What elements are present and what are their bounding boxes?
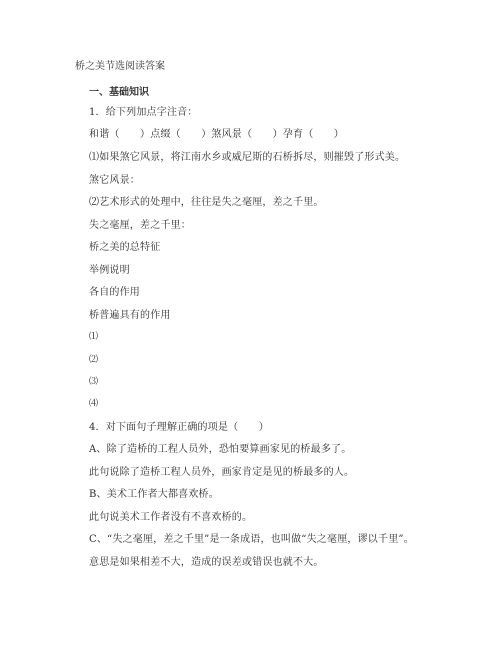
question-1: 1．给下列加点字注音： xyxy=(89,107,198,118)
sentence-2: ⑵艺术形式的处理中，往往是失之毫厘，差之千里。 xyxy=(89,197,324,208)
list-marker: ⑵ xyxy=(89,355,99,365)
text-line: 各自的作用 xyxy=(89,287,140,298)
pinyin-items: 和谐（ ）点缀（ ）煞风景（ ）孕育（ ） xyxy=(89,129,344,140)
list-marker: ⑴ xyxy=(89,332,99,342)
text-line: 举例说明 xyxy=(89,265,130,276)
option-b: B、美术工作者大都喜欢桥。 xyxy=(89,489,219,500)
text-line: 桥普遍具有的作用 xyxy=(89,310,171,321)
option-b-explanation: 此句说美术工作者没有不喜欢桥的。 xyxy=(89,512,253,523)
list-marker: ⑶ xyxy=(89,377,99,387)
term-2: 失之毫厘，差之千里： xyxy=(89,220,191,231)
document-title: 桥之美节选阅读答案 xyxy=(75,61,165,72)
text-line: 桥之美的总特征 xyxy=(89,242,161,253)
question-4: 4．对下面句子理解正确的项是（ ） xyxy=(89,422,269,433)
section-heading: 一、基础知识 xyxy=(89,87,149,98)
option-a: A、除了造桥的工程人员外，恐怕要算画家见的桥最多了。 xyxy=(89,444,352,455)
sentence-1: ⑴如果煞它风景，将江南水乡或威尼斯的石桥拆尽，则摧毁了形式美。 xyxy=(89,152,406,163)
option-a-explanation: 此句说除了造桥工程人员外，画家肯定是见的桥最多的人。 xyxy=(89,467,355,478)
list-marker: ⑷ xyxy=(89,399,99,409)
option-c-explanation: 意思是如果相差不大，造成的误差或错误也就不大。 xyxy=(89,557,324,568)
term-1: 煞它风景： xyxy=(89,175,140,186)
option-c: C、“失之毫厘，差之千里”是一条成语，也叫做“失之毫厘，谬以千里”。 xyxy=(89,534,414,545)
